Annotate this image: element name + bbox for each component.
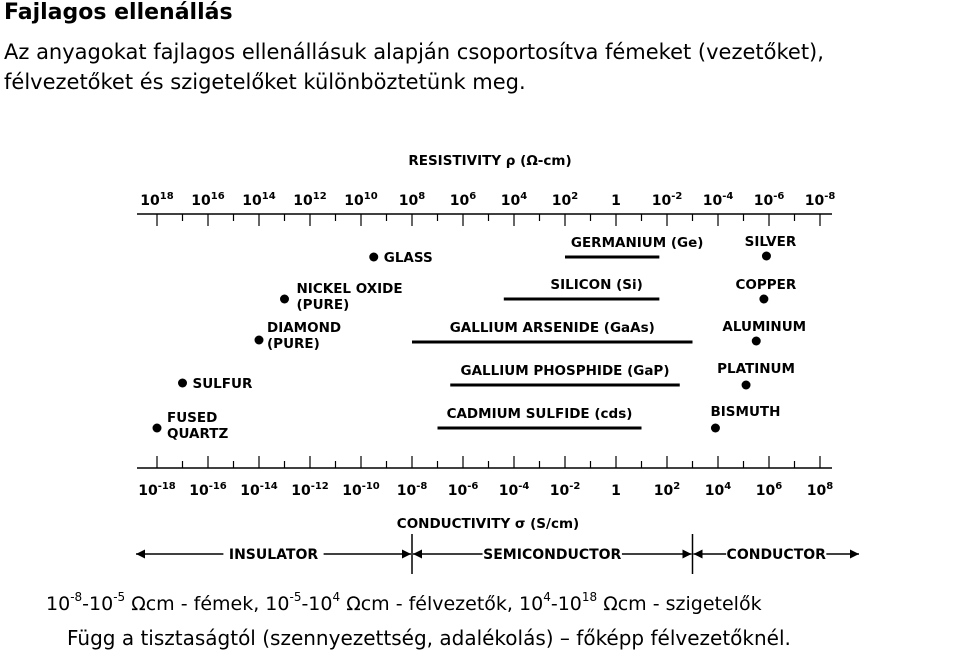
conductivity-tick-label: $10^{-18}$ [138, 481, 176, 499]
conductivity-tick-label: $10^4$ [704, 481, 732, 499]
semiconductor-label: SILICON (Si) [550, 277, 643, 293]
ins-range: $10^4-10^{18}$ [519, 590, 598, 615]
region-arrowhead [694, 550, 703, 559]
semiconductor-label: GALLIUM PHOSPHIDE (GaP) [460, 363, 670, 379]
resistivity-tick-label: 1 [611, 193, 621, 209]
region-label: INSULATOR [228, 547, 319, 563]
metals-label: Ωcm - fémek, [131, 593, 260, 615]
semiconductor-label: CADMIUM SULFIDE (cds) [446, 406, 633, 422]
region-arrowhead [413, 550, 422, 559]
metals-range: $10^{-8}-10^{-5}$ [46, 590, 126, 615]
conductivity-tick-label: $10^{-14}$ [240, 481, 278, 499]
material-label: SILVER [744, 234, 797, 250]
resistivity-tick-label: $10^6$ [449, 191, 477, 209]
material-label: PLATINUM [717, 361, 795, 377]
conductivity-tick-label: $10^{-4}$ [498, 481, 530, 499]
material-label: BISMUTH [710, 404, 781, 420]
region-label: SEMICONDUCTOR [483, 547, 622, 563]
conductivity-tick-label: $10^6$ [755, 481, 783, 499]
material-note: (PURE) [296, 297, 350, 313]
material-point [752, 337, 761, 346]
material-point [742, 381, 751, 390]
semi-label: Ωcm - félvezetők, [346, 593, 513, 615]
material-label: SULFUR [192, 376, 253, 392]
region-arrowhead [402, 550, 411, 559]
resistivity-tick-label: $10^{14}$ [242, 191, 276, 209]
semi-range: $10^{-5}-10^4$ [265, 590, 341, 615]
conductivity-tick-label: $10^{-12}$ [291, 481, 329, 499]
material-note: QUARTZ [167, 426, 229, 442]
conductivity-tick-label: $10^{-8}$ [396, 481, 428, 499]
intro-paragraph: Az anyagokat fajlagos ellenállásuk alapján csoportosítva fémeket (vezetőket), félvezetőket és szigetelőket különböztetünk meg. [4, 40, 824, 94]
resistivity-tick-label: $10^4$ [500, 191, 528, 209]
region-arrowhead [850, 550, 859, 559]
region-label: CONDUCTOR [726, 547, 826, 563]
resistivity-tick-label: $10^{-6}$ [753, 191, 785, 209]
resistivity-tick-label: $10^{16}$ [191, 191, 225, 209]
material-point [759, 295, 768, 304]
material-label: COPPER [735, 277, 797, 293]
material-point [255, 336, 264, 345]
material-label: FUSED [167, 410, 218, 426]
region-arrowhead [136, 550, 145, 559]
conductivity-tick-label: $10^{-16}$ [189, 481, 227, 499]
semiconductor-label: GERMANIUM (Ge) [570, 235, 704, 251]
conductivity-tick-label: $10^{-6}$ [447, 481, 479, 499]
resistivity-tick-label: $10^{-8}$ [804, 191, 836, 209]
material-point [178, 379, 187, 388]
material-point [711, 424, 720, 433]
material-point [762, 252, 771, 261]
semiconductor-label: GALLIUM ARSENIDE (GaAs) [449, 320, 655, 336]
material-label: NICKEL OXIDE [296, 281, 403, 297]
material-point [369, 253, 378, 262]
conductivity-tick-label: $10^{-10}$ [342, 481, 380, 499]
resistivity-tick-label: $10^{12}$ [293, 191, 327, 209]
resistivity-axis-title: RESISTIVITY ρ (Ω-cm) [408, 153, 572, 169]
footer-line-1 [46, 590, 762, 615]
conductivity-tick-label: $10^8$ [806, 481, 834, 499]
resistivity-tick-label: $10^{-4}$ [702, 191, 734, 209]
conductivity-axis-title: CONDUCTIVITY σ (S/cm) [396, 516, 580, 532]
resistivity-tick-label: $10^8$ [398, 191, 426, 209]
region-arrowhead [683, 550, 692, 559]
material-label: DIAMOND [267, 320, 342, 336]
resistivity-tick-label: $10^2$ [551, 191, 579, 209]
conductivity-tick-label: $10^{-2}$ [549, 481, 581, 499]
resistivity-tick-label: $10^{10}$ [344, 191, 378, 209]
material-label: ALUMINUM [722, 319, 807, 335]
page-title: Fajlagos ellenállás [4, 0, 233, 25]
resistivity-tick-label: $10^{-2}$ [651, 191, 683, 209]
resistivity-tick-label: $10^{18}$ [140, 191, 174, 209]
footer-line-2: Függ a tisztaságtól (szennyezettség, adalékolás) – főképp félvezetőknél. [67, 626, 791, 650]
material-point [280, 295, 289, 304]
conductivity-tick-label: $10^2$ [653, 481, 681, 499]
material-point [153, 424, 162, 433]
material-label: GLASS [383, 250, 433, 266]
conductivity-tick-label: 1 [611, 483, 621, 499]
material-note: (PURE) [267, 336, 320, 352]
ins-label: Ωcm - szigetelők [603, 593, 762, 615]
